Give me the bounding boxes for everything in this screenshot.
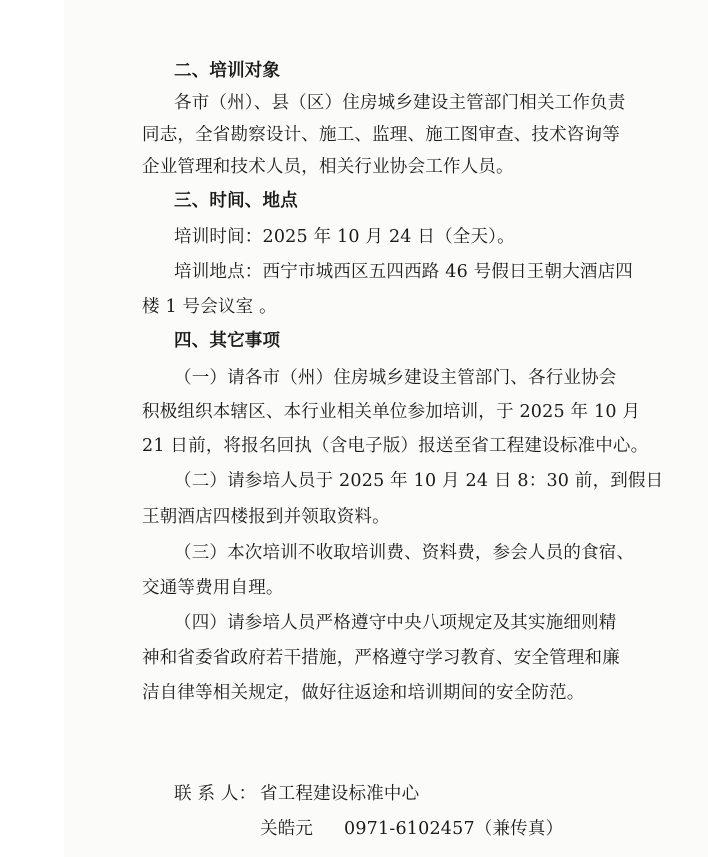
paragraph-line: 楼 1 号会议室 。 <box>142 297 277 317</box>
contact-org: 省工程建设标准中心 <box>260 784 420 804</box>
section-heading-time-place: 三、时间、地点 <box>174 191 298 211</box>
paragraph-line: 各市（州）、县（区）住房城乡建设主管部门相关工作负责 <box>174 93 626 113</box>
contact-person: 关皓元 <box>260 819 314 839</box>
paragraph-line: 交通等费用自理。 <box>142 578 284 598</box>
paragraph-line: 企业管理和技术人员，相关行业协会工作人员。 <box>142 157 514 177</box>
paragraph-line: （一）请各市（州）住房城乡建设主管部门、各行业协会 <box>174 368 617 388</box>
paragraph-line: （四）请参培人员严格遵守中央八项规定及其实施细则精 <box>174 613 617 633</box>
contact-phone: 0971-6102457（兼传真） <box>344 819 564 839</box>
paragraph-line: 21 日前，将报名回执（含电子版）报送至省工程建设标准中心。 <box>142 436 649 456</box>
paragraph-line: （二）请参培人员于 2025 年 10 月 24 日 8：30 前，到假日 <box>174 471 664 491</box>
paragraph-line: 培训地点：西宁市城西区五四西路 46 号假日王朝大酒店四 <box>174 262 633 282</box>
paragraph-line: 王朝酒店四楼报到并领取资料。 <box>142 507 390 527</box>
paragraph-line: 培训时间：2025 年 10 月 24 日（全天）。 <box>174 227 515 247</box>
section-heading-training-targets: 二、培训对象 <box>174 61 281 81</box>
paragraph-line: 洁自律等相关规定，做好往返途和培训期间的安全防范。 <box>142 683 585 703</box>
paragraph-line: 积极组织本辖区、本行业相关单位参加培训，于 2025 年 10 月 <box>142 402 641 422</box>
section-heading-other-matters: 四、其它事项 <box>174 331 281 351</box>
document-page <box>64 0 708 857</box>
paragraph-line: 同志，全省勘察设计、施工、监理、施工图审查、技术咨询等 <box>142 125 620 145</box>
paragraph-line: 神和省委省政府若干措施，严格遵守学习教育、安全管理和廉 <box>142 648 620 668</box>
contact-label: 联 系 人： <box>174 784 257 804</box>
paragraph-line: （三）本次培训不收取培训费、资料费，参会人员的食宿、 <box>174 543 635 563</box>
scan-margin <box>0 0 64 857</box>
